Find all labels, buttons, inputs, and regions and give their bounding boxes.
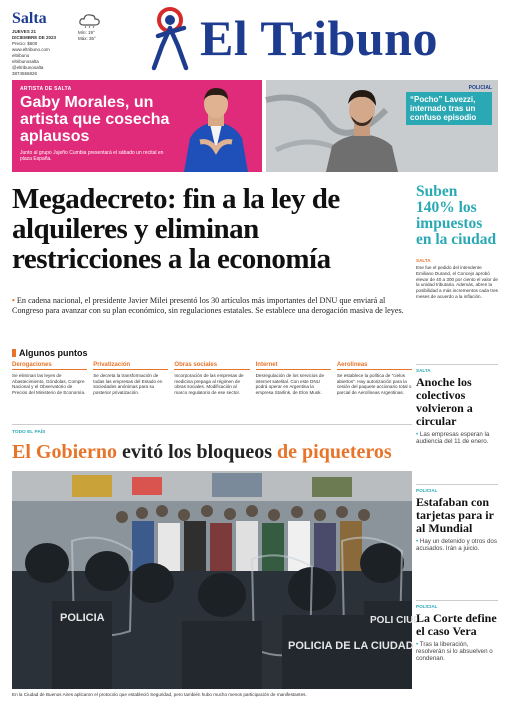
punto-item: [93, 362, 168, 395]
weather-max: Máx: 35°: [78, 36, 96, 41]
puntos-title: Algunos puntos: [12, 348, 88, 358]
punto-heading: Obras sociales: [174, 362, 249, 370]
sidebar-top-title: Suben 140% los impuestos en la ciudad: [416, 183, 497, 248]
punto-heading: Derogaciones: [12, 362, 87, 370]
sidebar-top-story[interactable]: [416, 184, 498, 300]
sidebar-story-headline: La Corte define el caso Vera: [416, 611, 497, 638]
social-handle-1: eltribuno: [12, 53, 30, 58]
banner-right-kicker: POLICIAL: [468, 85, 492, 91]
punto-text: Se eliminan las leyes de Abastecimiento, Góndolas, Compre Nacional y el Observatorio de Precios del Ministerio de Economía.: [12, 373, 86, 395]
sidebar-story-kicker: POLICIAL: [416, 484, 498, 493]
section-divider: [12, 424, 412, 425]
weather-box: [78, 12, 108, 42]
sidebar-top-text: Ese fue el pedido del intendente Emiliano Durand, el Concejo aprobó elevar de 40 a 300 por ciento el valor de la unidad tributaria. Además, abren la posibilidad a más incrementos cada tres meses de acuerdo a la inflación.: [416, 265, 498, 299]
punto-text: Se decreta la transformación de todas las empresas del Estado en sociedades anónimas para su posterior privatización.: [93, 373, 163, 395]
social-handle-2: eltribunosalta: [12, 59, 39, 64]
punto-text: Se establece la política de “cielos abiertos”. Hay autorización para la cesión del paquete accionario total o parcial de Aerolíneas Argentinas.: [336, 373, 412, 395]
sidebar-story-tarjetas[interactable]: [416, 484, 498, 552]
story2-headline-part-a: El Gobierno: [12, 441, 118, 463]
main-lead: [12, 296, 412, 316]
punto-text: Desregulación de los servicios de internet satelital. Con este DNU podrá operar en Argentina la empresa Starlink, de Elon Musk.: [255, 373, 325, 395]
photo-caption: En la Ciudad de Buenos Aires aplicaron el protocolo que estableció Seguridad, pero también hubo mucho menos participación de manifestantes.: [12, 692, 307, 697]
sidebar-story-vera[interactable]: [416, 600, 498, 663]
banner-subtitle: Junto al grupo Jujeño Cumbia presentará el sábado un recital en plaza España.: [20, 150, 164, 162]
punto-heading: Aerolíneas: [337, 362, 412, 370]
artist-photo: [170, 80, 262, 172]
main-lead-text: En cadena nacional, el presidente Javier Milei presentó los 30 artículos más importantes del DNU que enviará al Congreso para avanzar con su plan económico, sin regulaciones estatales. Se establece una derogación masiva de leyes.: [12, 296, 404, 315]
punto-heading: Internet: [256, 362, 331, 370]
masthead: [0, 0, 510, 80]
shield-label-1: POLICIA: [60, 612, 105, 624]
sidebar-story-colectivos[interactable]: [416, 364, 498, 445]
bullet-icon: •: [12, 296, 15, 305]
punto-text: Incorporación de las empresas de medicina prepaga al régimen de obras sociales. Modificación al marco regulatorio de ese sector.: [174, 373, 244, 395]
banner-title: Gaby Morales, un artista que cosecha aplausos: [20, 94, 170, 145]
punto-item: [337, 362, 412, 395]
newspaper-logo[interactable]: El Tribuno: [200, 10, 438, 66]
sidebar-top-kicker: SALTA: [416, 258, 431, 263]
punto-item: [256, 362, 331, 395]
edition-city: Salta: [12, 10, 47, 27]
banner-promo-lavezzi[interactable]: [266, 80, 498, 172]
punto-heading: Privatización: [93, 362, 168, 370]
story2-headline-part-c: de piqueteros: [277, 441, 392, 463]
punto-item: [174, 362, 249, 395]
edition-meta: [12, 29, 74, 77]
el-tribuno-logo-figure-icon: [148, 6, 192, 72]
website: www.eltribuno.com: [12, 47, 50, 52]
shield-label-2: POLICIA DE LA CIUDAD: [288, 640, 414, 652]
sidebar-story-kicker: POLICIAL: [416, 600, 498, 609]
sidebar-story-headline: Estafaban con tarjetas para ir al Mundial: [416, 495, 494, 535]
social-handle-3: @eltribunosalta: [12, 65, 44, 70]
main-headline[interactable]: Megadecreto: fin a la ley de alquileres y eliminan restricciones a la economía: [12, 183, 340, 275]
weather-min: Mín: 19°: [78, 30, 95, 35]
edition-date-month: DICIEMBRE DE 2023: [12, 35, 57, 40]
phone-number: 3874556826: [12, 71, 38, 76]
edition-date-day: JUEVES 21: [12, 29, 37, 34]
banner-right-title: “Pocho” Lavezzi, internado tras un confuso episodio: [410, 95, 477, 122]
cloud-icon: [78, 12, 102, 28]
story2-headline[interactable]: [12, 440, 412, 464]
story2-kicker: TODO EL PAÍS: [12, 430, 46, 435]
sidebar-story-headline: Anoche los colectivos volvieron a circular: [416, 375, 473, 428]
police-protest-photo: [12, 471, 421, 689]
sidebar-story-kicker: SALTA: [416, 364, 498, 373]
punto-item: [12, 362, 87, 395]
edition-price: Precio: $600: [12, 41, 38, 46]
banner-promo-artist[interactable]: [12, 80, 262, 172]
sidebar-story-sub: • Tras la liberación, resolverán si lo absuelven o condenan.: [416, 641, 498, 663]
puntos-list: [12, 362, 412, 395]
story2-headline-part-b: evitó los bloqueos: [117, 441, 278, 463]
sidebar-story-sub: • Las empresas esperan la audiencia del 11 de enero.: [416, 431, 498, 445]
top-banner: [12, 80, 498, 172]
banner-kicker: ARTISTA DE SALTA: [20, 86, 72, 92]
shield-label-3: POLI CIUD: [370, 615, 421, 626]
sidebar-story-sub: • Hay un detenido y otros dos acusados. Irán a juicio.: [416, 538, 498, 552]
banner-right-headline-box: [406, 92, 492, 125]
